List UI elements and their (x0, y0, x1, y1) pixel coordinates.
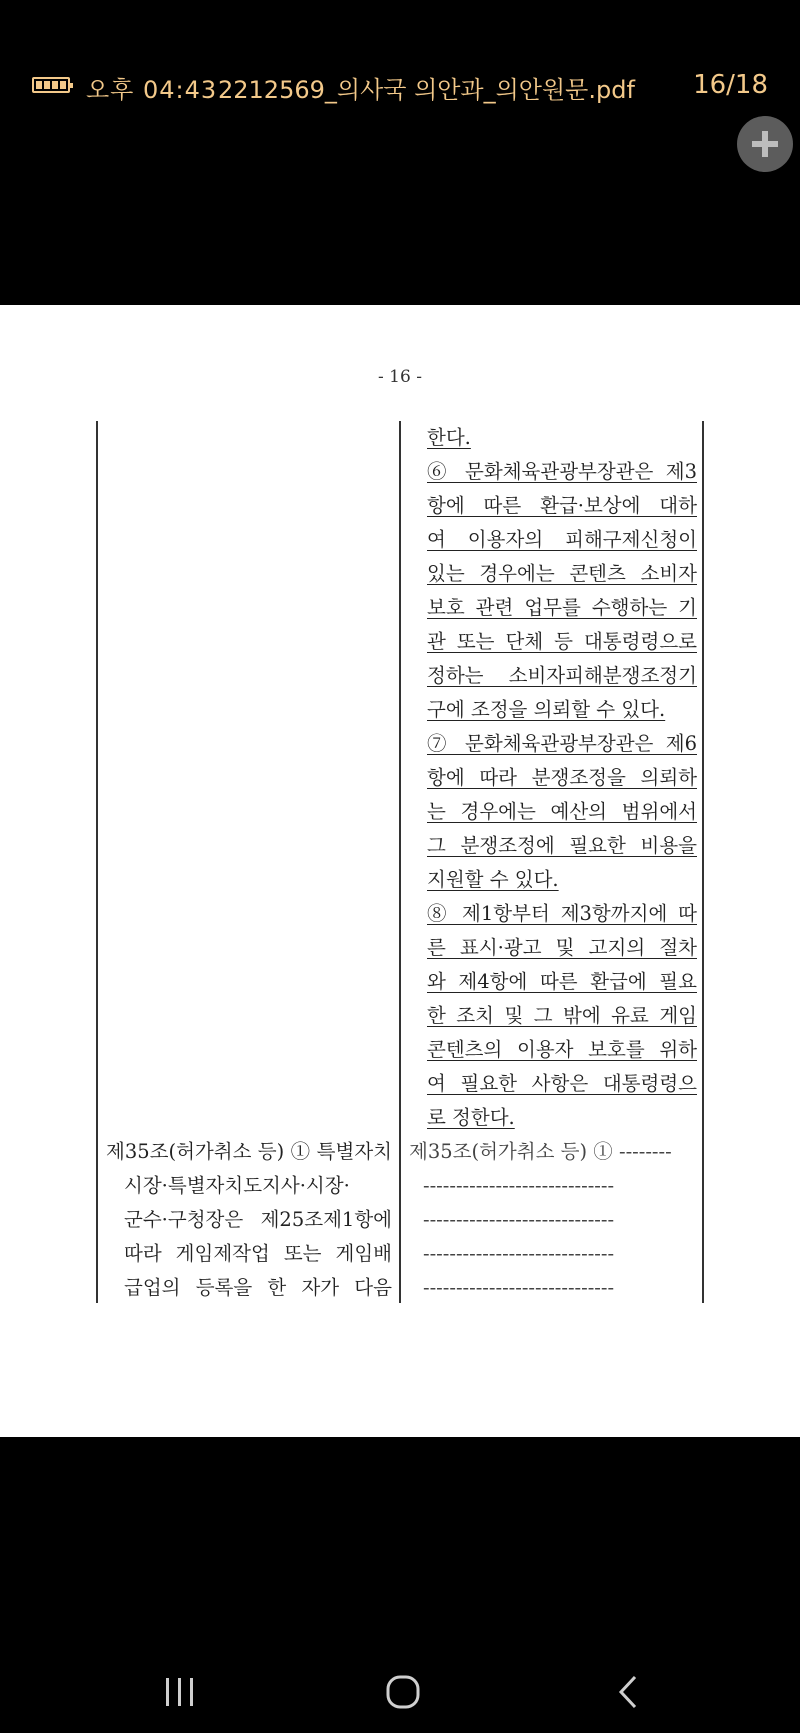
plus-icon (750, 129, 780, 159)
amendment-dash-line: ----------------------------- (423, 1208, 615, 1231)
amendment-dash-line: ----------------------------- (423, 1174, 615, 1197)
current-law-text-line: 제35조(허가취소 등) ① 특별자치 (106, 1140, 392, 1163)
amendment-text-line: 와 제4항에 따른 환급에 필요 (427, 970, 697, 993)
amendment-text-line: 구에 조정을 의뢰할 수 있다. (427, 698, 666, 721)
back-button[interactable] (598, 1667, 658, 1717)
status-bar (0, 0, 800, 175)
add-button[interactable] (737, 116, 793, 172)
recents-icon (163, 1676, 197, 1708)
amendment-text-line: 항에 따른 환급·보상에 대하 (427, 494, 697, 517)
amendment-text-line: 보호 관련 업무를 수행하는 기 (427, 596, 697, 619)
amendment-text-line: ⑦ 문화체육관광부장관은 제6 (427, 732, 697, 755)
amendment-text-line: 그 분쟁조정에 필요한 비용을 (427, 834, 697, 857)
table-border-right (702, 421, 704, 1303)
amendment-text-line: 항에 따라 분쟁조정을 의뢰하 (427, 766, 697, 789)
status-time: 오후 04:43 (86, 76, 218, 104)
amendment-text-line: 여 필요한 사항은 대통령령으 (427, 1072, 697, 1095)
table-border-left (96, 421, 98, 1303)
amendment-text-line: 한 조치 및 그 밖에 유료 게임 (427, 1004, 697, 1027)
amendment-text-line: ⑧ 제1항부터 제3항까지에 따 (427, 902, 697, 925)
amendment-article-35-first-line: 제35조(허가취소 등) ① -------- (409, 1140, 672, 1163)
amendment-text-line: 관 또는 단체 등 대통령령으로 (427, 630, 697, 653)
page-indicator: 16/18 (693, 70, 768, 100)
comparison-table (96, 421, 704, 1303)
amendment-text-line: 콘텐츠의 이용자 보호를 위하 (427, 1038, 697, 1061)
amendment-article-35 (409, 1135, 699, 1305)
current-law-text-line: 따라 게임제작업 또는 게임배 (124, 1242, 392, 1265)
recents-button[interactable] (150, 1667, 210, 1717)
amendment-text-line: 있는 경우에는 콘텐츠 소비자 (427, 562, 697, 585)
back-icon (613, 1674, 643, 1710)
page-number: - 16 - (378, 367, 422, 387)
amendment-text-line: 지원할 수 있다. (427, 868, 559, 891)
current-law-text-line: 급업의 등록을 한 자가 다음 (124, 1276, 392, 1299)
amendment-text-line: ⑥ 문화체육관광부장관은 제3 (427, 460, 697, 483)
document-filename: 2212569_의사국 의안과_의안원문.pdf (218, 76, 635, 104)
amendment-text-line: 한다. (427, 426, 471, 449)
navigation-bar (0, 1437, 800, 1733)
current-law-text-line: 군수·구청장은 제25조제1항에 (124, 1208, 392, 1231)
amendment-dash-line: ----------------------------- (423, 1242, 615, 1265)
amendment-text-line: 여 이용자의 피해구제신청이 (427, 528, 697, 551)
amendment-dash-line: ----------------------------- (423, 1276, 615, 1299)
amendment-column-text (427, 421, 697, 1141)
amendment-text-line: 른 표시·광고 및 고지의 절차 (427, 936, 697, 959)
home-icon (385, 1674, 421, 1710)
current-law-text-line: 시장·특별자치도지사·시장· (124, 1174, 350, 1197)
current-law-article-35 (106, 1135, 392, 1305)
battery-icon (32, 77, 70, 93)
amendment-text-line: 로 정한다. (427, 1106, 515, 1129)
amendment-text-line: 는 경우에는 예산의 범위에서 (427, 800, 697, 823)
document-page[interactable] (0, 305, 800, 1437)
home-button[interactable] (373, 1667, 433, 1717)
amendment-text-line: 정하는 소비자피해분쟁조정기 (427, 664, 697, 687)
table-column-divider (399, 421, 401, 1303)
